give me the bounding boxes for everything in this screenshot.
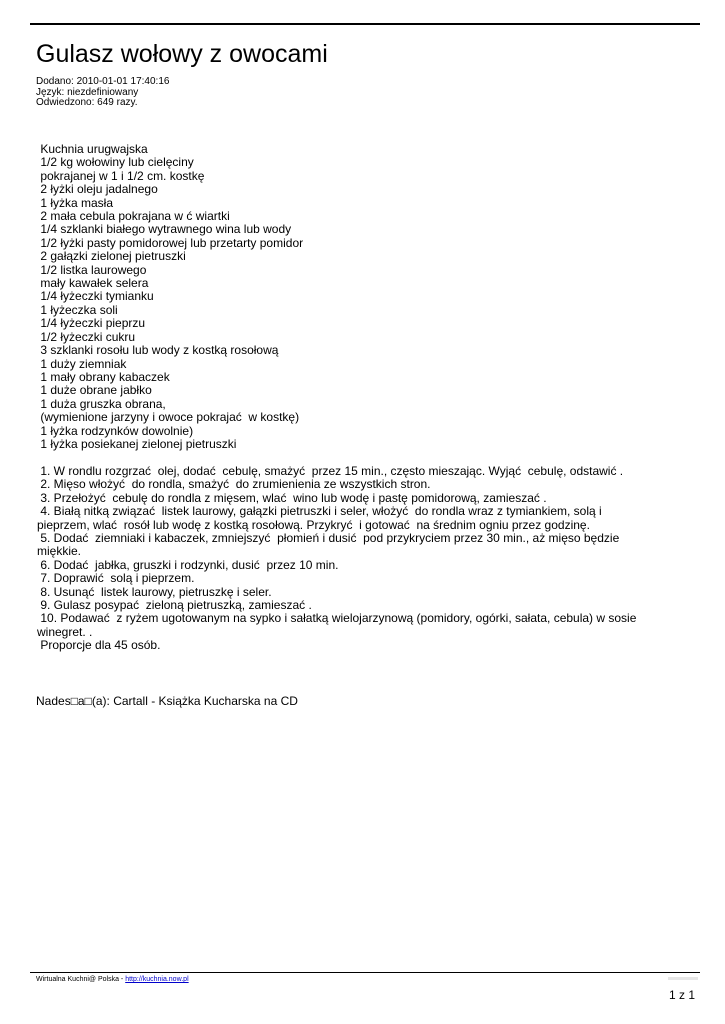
ingredient-line: 1/4 łyżeczki tymianku bbox=[37, 289, 154, 304]
ingredient-line: 1/2 łyżeczki cukru bbox=[37, 329, 136, 344]
footer-rule bbox=[30, 972, 700, 973]
added-date: Dodano: 2010-01-01 17:40:16 bbox=[36, 76, 170, 87]
ingredient-line: pokrajanej w 1 i 1/2 cm. kostkę bbox=[37, 168, 205, 183]
step-line: 4. Białą nitką związać listek laurowy, gałązki pietruszki i seler, włożyć do rondla wraz z tymiankiem, solą i pieprzem, wlać rosół lub wodę z kostką rosołową. Przykryć i gotować na średnim ogniu przez godzinę. bbox=[37, 504, 606, 532]
step-line: 7. Doprawić solą i pieprzem. bbox=[37, 571, 195, 586]
recipe-metadata bbox=[36, 77, 169, 109]
footer-tiny-mark bbox=[668, 977, 698, 980]
step-line: 5. Dodać ziemniaki i kabaczek, zmniejszyć płomień i dusić pod przykryciem przez 30 min., aż mięso będzie miękkie. bbox=[37, 531, 623, 559]
ingredient-line: 2 mała cebula pokrajana w ć wiartki bbox=[37, 209, 230, 224]
ingredient-line: mały kawałek selera bbox=[37, 276, 149, 291]
footer-site-link[interactable]: http://kuchnia.now.pl bbox=[125, 976, 189, 983]
page-title: Gulasz wołowy z owocami bbox=[36, 40, 328, 68]
step-line: 10. Podawać z ryżem ugotowanym na sypko i sałatką wielojarzynową (pomidory, ogórki, sałata, cebula) w sosie winegret. . bbox=[37, 611, 640, 639]
ingredient-line: 1/2 łyżki pasty pomidorowej lub przetarty pomidor bbox=[37, 235, 304, 250]
ingredient-line: 1 duże obrane jabłko bbox=[37, 383, 152, 398]
page-number: 1 z 1 bbox=[668, 988, 695, 1002]
step-line: 6. Dodać jabłka, gruszki i rodzynki, dusić przez 10 min. bbox=[37, 557, 339, 572]
ingredient-line: 1 duży ziemniak bbox=[37, 356, 127, 371]
ingredient-line: 2 gałązki zielonej pietruszki bbox=[37, 249, 186, 264]
ingredient-line: 1 mały obrany kabaczek bbox=[37, 369, 170, 384]
step-line: 2. Mięso włożyć do rondla, smażyć do zrumienienia ze wszystkich stron. bbox=[37, 477, 431, 492]
visit-count: Odwiedzono: 649 razy. bbox=[36, 97, 138, 108]
ingredient-line: (wymienione jarzyny i owoce pokrajać w kostkę) bbox=[37, 410, 300, 425]
preparation-steps bbox=[37, 464, 640, 653]
ingredient-line: 1/4 łyżeczki pieprzu bbox=[37, 316, 146, 331]
step-line: 8. Usunąć listek laurowy, pietruszkę i seler. bbox=[37, 584, 272, 599]
ingredient-line: 1 łyżka masła bbox=[37, 195, 114, 210]
step-line: Proporcje dla 45 osób. bbox=[37, 638, 161, 653]
footer-site-label: Wirtualna Kuchni@ Polska - bbox=[36, 976, 126, 983]
sender-credit: Nades□a□(a): Cartall - Książka Kucharska na CD bbox=[36, 694, 298, 708]
footer-site bbox=[36, 975, 189, 984]
ingredient-line: 1/2 listka laurowego bbox=[37, 262, 147, 277]
ingredient-line: 1 duża gruszka obrana, bbox=[37, 396, 166, 411]
step-line: 1. W rondlu rozgrzać olej, dodać cebulę, smażyć przez 15 min., często mieszając. Wyjąć cebulę, odstawić . bbox=[37, 464, 624, 478]
ingredient-line: 1 łyżka rodzynków dowolnie) bbox=[37, 423, 194, 438]
ingredient-line: 1 łyżeczka soli bbox=[37, 302, 118, 317]
step-line: 3. Przełożyć cebulę do rondla z mięsem, wlać wino lub wodę i pastę pomidorową, zamieszać . bbox=[37, 490, 547, 505]
ingredient-line: 3 szklanki rosołu lub wody z kostką rosołową bbox=[37, 343, 279, 358]
step-line: 9. Gulasz posypać zieloną pietruszką, zamieszać . bbox=[37, 598, 312, 613]
language-info: Język: niezdefiniowany bbox=[36, 86, 139, 98]
ingredient-line: 1 łyżka posiekanej zielonej pietruszki bbox=[37, 436, 237, 451]
header-rule bbox=[30, 23, 700, 25]
ingredient-line: 2 łyżki oleju jadalnego bbox=[37, 182, 158, 197]
ingredient-line: 1/4 szklanki białego wytrawnego wina lub wody bbox=[37, 222, 292, 237]
ingredient-line: Kuchnia urugwajska bbox=[37, 142, 148, 156]
ingredients-list bbox=[37, 143, 637, 451]
ingredient-line: 1/2 kg wołowiny lub cielęciny bbox=[37, 155, 194, 170]
